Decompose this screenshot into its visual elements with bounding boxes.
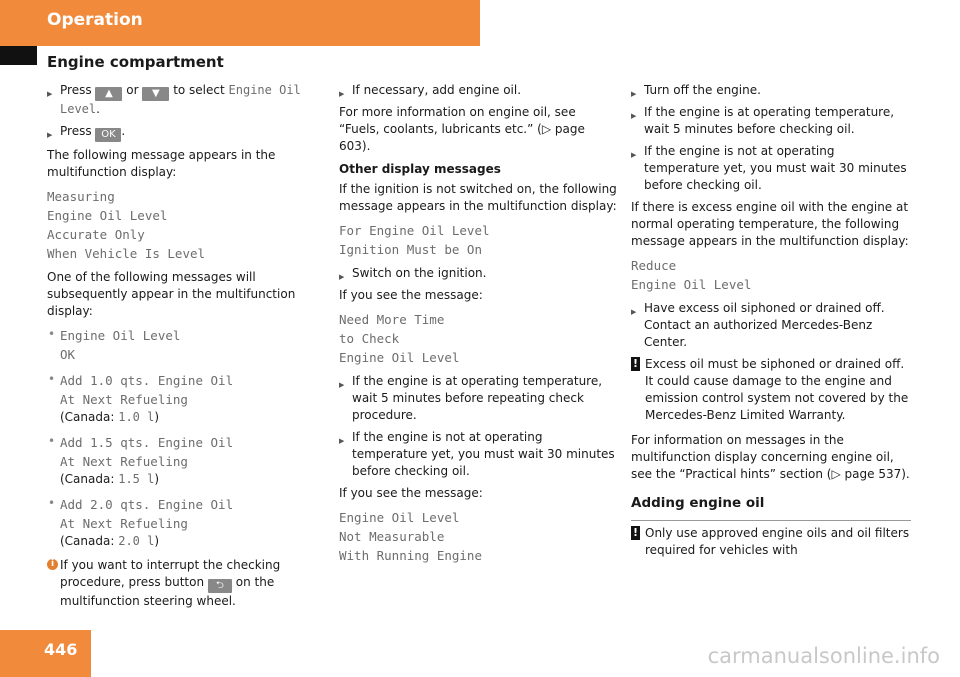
step-siphon-oil: ▶ Have excess oil siphoned or drained off. Contact an authorized Mercedes-Benz Center. <box>631 300 911 351</box>
display-line: Need More Time <box>339 312 445 327</box>
display-line: Reduce <box>631 258 677 273</box>
warning-text: Excess oil must be siphoned or drained off. It could cause damage to the engine and emission control system not covered by the Mercedes-Benz Limited Warranty. <box>645 357 909 422</box>
display-line: Measuring <box>47 189 115 204</box>
canada-label: ) <box>154 472 160 486</box>
paragraph: The following message appears in the multifunction display: <box>47 148 276 179</box>
column-2 <box>339 82 619 571</box>
bullet-icon: • <box>48 434 56 448</box>
step-text: Press <box>60 83 92 97</box>
warning-icon: ! <box>632 526 639 539</box>
step-turn-off: ▶ Turn off the engine. <box>631 82 911 99</box>
page-subtitle: Engine compartment <box>47 53 224 71</box>
warning-note <box>631 525 911 559</box>
display-line: Add 2.0 qts. Engine Oil <box>60 497 234 512</box>
info-icon: i <box>47 559 58 570</box>
step-text: or <box>126 83 139 97</box>
warning-text: Only use approved engine oils and oil filters required for vehicles with <box>645 526 910 557</box>
info-note <box>47 557 327 610</box>
canada-label: ) <box>154 534 160 548</box>
paragraph: One of the following messages will subsequently appear in the multifunction display: <box>47 270 296 318</box>
canada-label: ) <box>154 410 160 424</box>
bullet-item <box>47 495 327 550</box>
ok-key-icon: OK <box>95 128 121 142</box>
canada-value: 2.0 l <box>118 534 155 548</box>
display-line: With Running Engine <box>339 548 482 563</box>
note-text: on the multifunction steering wheel. <box>60 575 275 608</box>
header-marker <box>0 46 37 65</box>
display-message <box>631 256 911 294</box>
display-line: OK <box>60 347 76 362</box>
display-line: Engine Oil Level <box>47 208 168 223</box>
paragraph: If you see the message: <box>339 486 483 500</box>
watermark: carmanualsonline.info <box>707 644 940 668</box>
canada-label: (Canada: <box>60 410 115 424</box>
step-text: to select <box>173 83 225 97</box>
step-wait-5: ▶ If the engine is at operating temperature, wait 5 minutes before checking oil. <box>631 104 911 138</box>
canada-value: 1.0 l <box>118 410 155 424</box>
canada-value: 1.5 l <box>118 472 155 486</box>
subheading: Other display messages <box>339 162 501 176</box>
display-message <box>339 508 619 565</box>
back-button-icon: ⮌ <box>208 579 232 593</box>
step-text: Press <box>60 124 92 138</box>
step-text: . <box>121 124 126 138</box>
paragraph: If you see the message: <box>339 288 483 302</box>
display-line: Engine Oil Level <box>339 510 460 525</box>
step-text: . <box>96 102 100 116</box>
step-wait-30: ▶ If the engine is not at operating temperature yet, you must wait 30 minutes before checking oil. <box>631 143 911 194</box>
display-line: For Engine Oil Level <box>339 223 490 238</box>
section-heading: Adding engine oil <box>631 495 911 521</box>
paragraph: For more information on engine oil, see “Fuels, coolants, lubricants etc.” (▷ page 603). <box>339 105 585 153</box>
display-message <box>339 310 619 367</box>
bullet-item <box>47 371 327 426</box>
display-line: At Next Refueling <box>60 516 188 531</box>
step-select-engine-oil-level <box>47 82 327 118</box>
canada-label: (Canada: <box>60 534 115 548</box>
bullet-icon: • <box>48 496 56 510</box>
display-line: Engine Oil Level <box>631 277 752 292</box>
step-press-ok <box>47 123 327 142</box>
canada-label: (Canada: <box>60 472 115 486</box>
page-number: 446 <box>44 640 78 659</box>
display-line: When Vehicle Is Level <box>47 246 206 261</box>
display-message <box>339 221 619 259</box>
display-code: Engine Oil <box>228 83 301 97</box>
display-line: Not Measurable <box>339 529 445 544</box>
up-arrow-key-icon: ▲ <box>95 87 122 101</box>
down-arrow-key-icon: ▼ <box>142 87 169 101</box>
bullet-item <box>47 326 327 364</box>
column-1 <box>47 82 327 616</box>
step-switch-ignition: ▶ Switch on the ignition. <box>339 265 619 282</box>
step-add-oil: ▶ If necessary, add engine oil. <box>339 82 619 99</box>
display-line: Accurate Only <box>47 227 145 242</box>
paragraph: If the ignition is not switched on, the following message appears in the multifunction display: <box>339 182 617 213</box>
page-section-title: Operation <box>47 10 143 30</box>
display-line: Add 1.0 qts. Engine Oil <box>60 373 234 388</box>
display-line: to Check <box>339 331 400 346</box>
paragraph: For information on messages in the multifunction display concerning engine oil, see the “Practical hints” section (▷ page 537). <box>631 433 910 481</box>
display-code: Level <box>60 102 97 116</box>
display-line: Ignition Must be On <box>339 242 482 257</box>
display-line: Add 1.5 qts. Engine Oil <box>60 435 234 450</box>
note-text: If you want to interrupt the checking procedure, press button <box>60 558 281 589</box>
display-line: Engine Oil Level <box>60 328 181 343</box>
bullet-icon: • <box>48 372 56 386</box>
step-wait-30: ▶ If the engine is not at operating temperature yet, you must wait 30 minutes before checking oil. <box>339 429 619 480</box>
step-wait-5: ▶ If the engine is at operating temperature, wait 5 minutes before repeating check procedure. <box>339 373 619 424</box>
bullet-item <box>47 433 327 488</box>
display-message <box>47 187 327 263</box>
column-3 <box>631 82 911 567</box>
warning-icon: ! <box>632 357 639 370</box>
display-line: Engine Oil Level <box>339 350 460 365</box>
bullet-icon: • <box>48 327 56 341</box>
display-line: At Next Refueling <box>60 454 188 469</box>
display-line: At Next Refueling <box>60 392 188 407</box>
warning-note <box>631 356 911 424</box>
paragraph: If there is excess engine oil with the engine at normal operating temperature, the following message appears in the multifunction display: <box>631 200 909 248</box>
